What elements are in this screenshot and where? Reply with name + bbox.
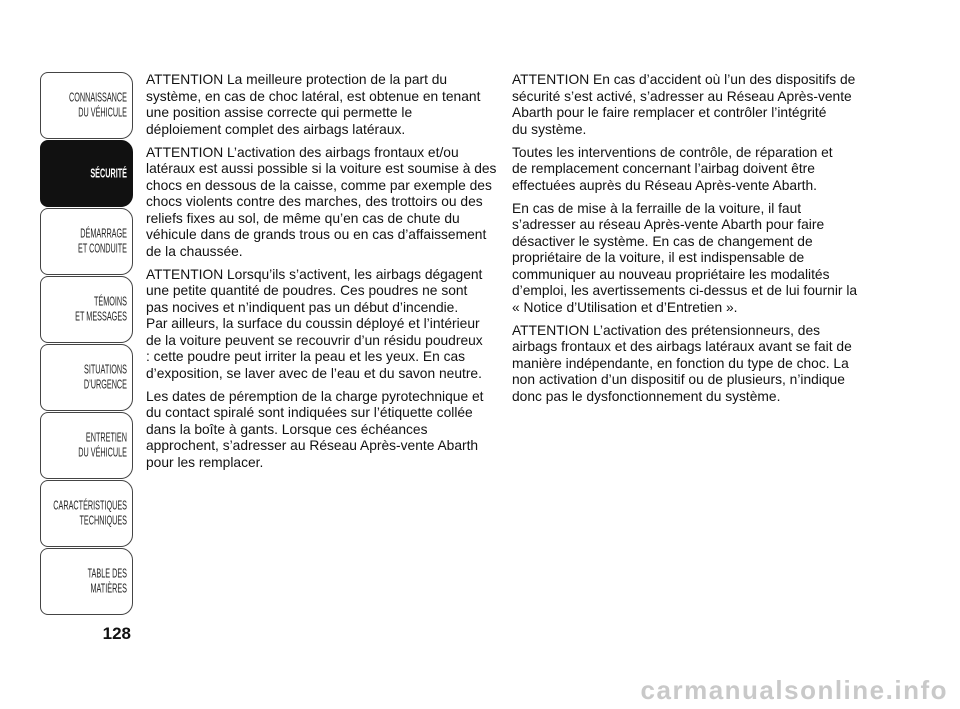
text-line: Par ailleurs, la surface du coussin déployé et l’intérieur	[146, 316, 480, 331]
tab-label-line: MATIÈRES	[90, 581, 127, 596]
tab-label	[40, 498, 127, 529]
text-line: s’adresser au réseau Après-vente Abarth pour faire	[512, 217, 825, 232]
watermark: carmanualsonline.info	[640, 675, 948, 705]
body-paragraph	[512, 145, 882, 195]
tab-label-line: CONNAISSANCE	[68, 90, 127, 104]
text-line: latéraux est aussi possible si la voiture est soumise à des	[146, 161, 497, 176]
warning-paragraph	[512, 72, 882, 138]
text-line: ATTENTION En cas d’accident où l’un des dispositifs de	[512, 72, 856, 87]
warning-paragraph	[146, 72, 504, 138]
warning-paragraph	[512, 323, 882, 406]
text-line: du système.	[512, 121, 587, 137]
tab-label-line: SITUATIONS	[84, 362, 127, 376]
tab-label-line: ET MESSAGES	[75, 309, 127, 324]
text-line: chocs violents contre des marches, des trottoirs ou des	[146, 194, 483, 209]
text-line: Les dates de péremption de la charge pyrotechnique et	[146, 388, 484, 404]
tab-label	[40, 90, 127, 121]
tab-securite[interactable]	[40, 140, 133, 207]
text-line: d’exposition, se laver avec de l’eau et du savon neutre.	[146, 365, 482, 381]
text-line: sécurité s’est activé, s’adresser au Réseau Après-vente	[512, 88, 852, 104]
tab-label-line: ET CONDUITE	[77, 241, 127, 256]
text-line: propriétaire de la voiture, il est indispensable de	[512, 250, 805, 265]
text-line: une petite quantité de poudres. Ces poudres ne sont	[146, 283, 468, 298]
section-tabs	[40, 0, 133, 620]
tab-demarrage-et-conduite[interactable]	[40, 208, 133, 275]
text-line: non activation d’un dispositif ou de plusieurs, n’indique	[512, 372, 845, 387]
tab-label-line: D’URGENCE	[83, 377, 127, 392]
tab-label-line: DU VÉHICULE	[78, 105, 127, 120]
text-line: dans la boîte à gants. Lorsque ces échéances	[146, 421, 428, 437]
tab-label	[40, 166, 127, 182]
text-line: « Notice d’Utilisation et d’Entretien ».	[512, 299, 738, 315]
text-line: communiquer au nouveau propriétaire les modalités	[512, 266, 830, 282]
text-line: du contact spiralé sont indiquées sur l’étiquette collée	[146, 405, 473, 420]
text-line: de la chaussée.	[146, 243, 243, 259]
tab-label-line: SÉCURITÉ	[90, 165, 127, 180]
text-line: véhicule dans de grands trous ou en cas d’affaissement	[146, 227, 487, 242]
text-line: désactiver le système. En cas de changement de	[512, 233, 813, 249]
tab-label-line: ENTRETIEN	[85, 430, 127, 444]
warning-paragraph	[146, 267, 504, 383]
body-paragraph	[512, 201, 882, 317]
tab-label-line: CARACTÉRISTIQUES	[53, 498, 127, 512]
text-line: déploiement complet des airbags latéraux.	[146, 121, 406, 137]
text-line: manière indépendante, en fonction du type de choc. La	[512, 355, 849, 371]
tab-label-line: DU VÉHICULE	[78, 445, 127, 460]
text-column-left	[146, 72, 504, 478]
text-line: pour les remplacer.	[146, 454, 264, 470]
text-line: donc pas le dysfonctionnement du système.	[512, 388, 781, 404]
text-line: approchent, s’adresser au Réseau Après-vente Abarth	[146, 438, 479, 453]
page-number: 128	[102, 624, 131, 643]
tab-label	[40, 566, 127, 597]
tab-temoins-et-messages[interactable]	[40, 276, 133, 343]
text-line: d’emploi, les avertissements ci-dessus et de lui fournir la	[512, 283, 858, 298]
text-line: Toutes les interventions de contrôle, de réparation et	[512, 144, 833, 160]
text-line: Abarth pour le faire remplacer et contrôler l’intégrité	[512, 105, 827, 120]
text-line: ATTENTION L’activation des airbags frontaux et/ou	[146, 144, 459, 160]
tab-entretien-du-vehicule[interactable]	[40, 412, 133, 479]
tab-connaissance-du-vehicule[interactable]	[40, 72, 133, 139]
text-line: une position assise correcte qui permette le	[146, 105, 413, 120]
tab-situations-d-urgence[interactable]	[40, 344, 133, 411]
text-line: airbags frontaux et des airbags latéraux avant se fait de	[512, 339, 852, 354]
warning-paragraph	[146, 145, 504, 261]
text-line: chocs en dessous de la caisse, comme par exemple des	[146, 177, 492, 193]
tab-label	[40, 362, 127, 393]
text-line: ATTENTION La meilleure protection de la part du	[146, 72, 448, 87]
text-line: de remplacement concernant l’airbag doivent être	[512, 161, 815, 176]
body-paragraph	[146, 389, 504, 472]
tab-label-line: DÉMARRAGE	[80, 226, 127, 240]
tab-label	[40, 226, 127, 257]
tab-label	[40, 294, 127, 325]
text-line: ATTENTION Lorsqu’ils s’activent, les airbags dégagent	[146, 266, 483, 282]
text-line: ATTENTION L’activation des prétensionneurs, des	[512, 322, 821, 338]
tab-label	[40, 430, 127, 461]
text-line: En cas de mise à la ferraille de la voiture, il faut	[512, 200, 802, 216]
text-line: reliefs fixes au sol, de même qu’en cas de chute du	[146, 210, 460, 226]
tab-table-des-matieres[interactable]	[40, 548, 133, 615]
text-column-right	[512, 72, 882, 412]
text-line: de la voiture peuvent se recouvrir d’un résidu poudreux	[146, 332, 483, 348]
tab-label-line: TECHNIQUES	[79, 513, 127, 528]
text-line: effectuées auprès du Réseau Après-vente Abarth.	[512, 177, 818, 193]
text-line: pas nocives et n’indiquent pas un début d’incendie.	[146, 299, 459, 315]
tab-label-line: TABLE DES	[87, 566, 127, 580]
tab-caracteristiques-techniques[interactable]	[40, 480, 133, 547]
text-line: système, en cas de choc latéral, est obtenue en tenant	[146, 88, 481, 104]
text-line: : cette poudre peut irriter la peau et les yeux. En cas	[146, 349, 466, 364]
tab-label-line: TÉMOINS	[93, 294, 127, 308]
